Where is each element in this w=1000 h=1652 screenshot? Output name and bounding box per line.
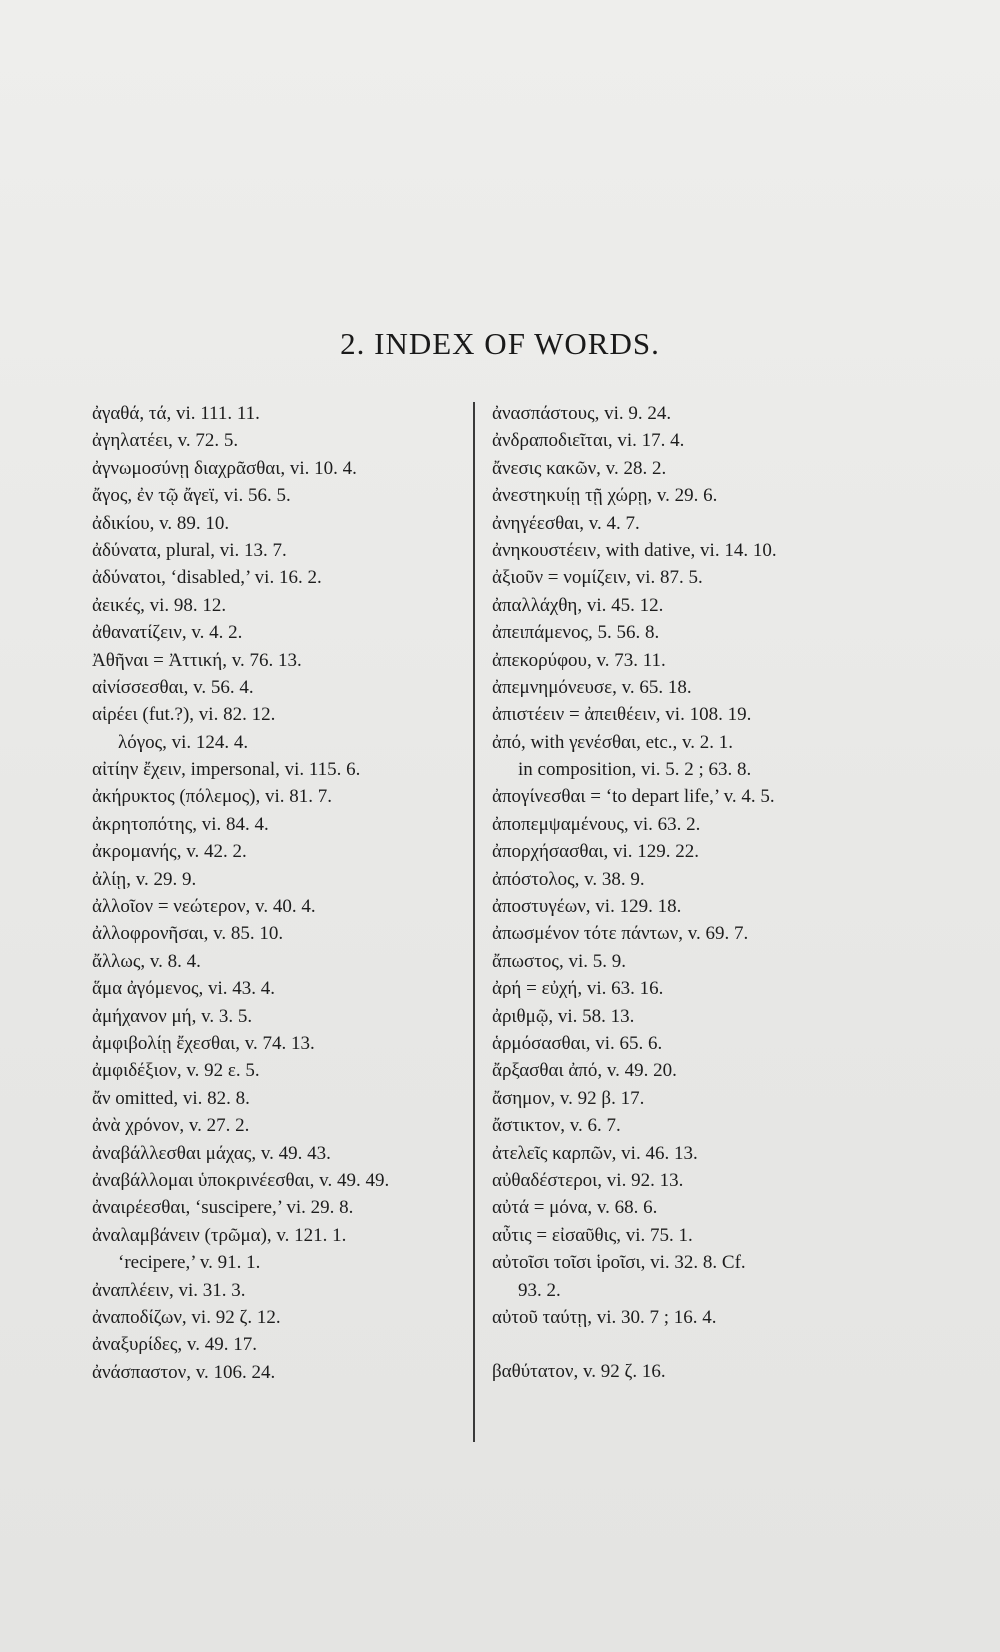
index-entry: ἀνηγέεσθαι, v. 4. 7. — [492, 512, 640, 534]
index-entry: αἰτίην ἔχειν, impersonal, vi. 115. 6. — [92, 759, 361, 781]
index-entry: ἀδικίου, v. 89. 10. — [92, 512, 230, 534]
index-entry: ἀναποδίζων, vi. 92 ζ. 12. — [92, 1306, 281, 1328]
index-entry: ἀναπλέειν, vi. 31. 3. — [92, 1279, 246, 1301]
index-entry: ἁρμόσασθαι, vi. 65. 6. — [492, 1032, 663, 1054]
index-entry: ἀρή = εὐχή, vi. 63. 16. — [492, 978, 664, 1000]
index-entry: ἀμφιδέξιον, v. 92 ε. 5. — [92, 1060, 260, 1082]
index-entry: ἀκρομανής, v. 42. 2. — [92, 841, 247, 863]
index-entry: βαθύτατον, v. 92 ζ. 16. — [492, 1361, 666, 1383]
index-entry: ἀκρητοπότης, vi. 84. 4. — [92, 813, 269, 835]
index-entry: ἀναβάλλεσθαι μάχας, v. 49. 43. — [92, 1142, 331, 1164]
index-entry: ἄσημον, v. 92 β. 17. — [492, 1087, 645, 1109]
index-entry: ἀνάσπαστον, v. 106. 24. — [92, 1361, 276, 1383]
column-divider — [473, 402, 475, 1442]
index-entry: ἄν omitted, vi. 82. 8. — [92, 1087, 250, 1109]
index-entry: ἀποπεμψαμένους, vi. 63. 2. — [492, 813, 701, 835]
index-entry: ἄπωστος, vi. 5. 9. — [492, 950, 626, 972]
index-entry: ἀλλοφρονῆσαι, v. 85. 10. — [92, 923, 284, 945]
index-entry: ἀπειπάμενος, 5. 56. 8. — [492, 622, 660, 644]
index-entry: ἀναβάλλομαι ὑποκρινέεσθαι, v. 49. 49. — [92, 1169, 390, 1191]
index-entry: ἀνασπάστους, vi. 9. 24. — [492, 403, 672, 424]
index-entry: ἅμα ἀγόμενος, vi. 43. 4. — [92, 978, 276, 1000]
index-entry: ἀμφιβολίῃ ἔχεσθαι, v. 74. 13. — [92, 1032, 315, 1054]
index-entry: ἀλλοῖον = νεώτερον, v. 40. 4. — [92, 896, 316, 918]
index-entry: ἀναλαμβάνειν (τρῶμα), v. 121. 1. — [92, 1224, 347, 1246]
index-entry: ἀδύνατοι, ‘disabled,’ vi. 16. 2. — [92, 567, 322, 589]
index-entry: ἀγνωμοσύνῃ διαχρᾶσθαι, vi. 10. 4. — [92, 457, 357, 479]
index-entry: ἀπό, with γενέσθαι, etc., v. 2. 1. — [492, 731, 734, 753]
index-entry: αἰνίσσεσθαι, v. 56. 4. — [92, 676, 254, 698]
index-entry: ἄνεσις κακῶν, v. 28. 2. — [492, 457, 667, 479]
index-entry: ἀμήχανον μή, v. 3. 5. — [92, 1005, 253, 1027]
page-title: 2. INDEX OF WORDS. — [340, 326, 660, 361]
index-entry: ἀπεκορύφου, v. 73. 11. — [492, 649, 666, 671]
index-entry: ἀποστυγέων, vi. 129. 18. — [492, 896, 682, 918]
index-entry: ἀπεμνημόνευσε, v. 65. 18. — [492, 676, 692, 698]
index-entry: αὐθαδέστεροι, vi. 92. 13. — [492, 1169, 684, 1191]
index-entry: ἀπογίνεσθαι = ‘to depart life,’ v. 4. 5. — [492, 786, 775, 808]
index-entry: ἀγηλατέει, v. 72. 5. — [92, 430, 239, 452]
left-column — [92, 400, 512, 1386]
index-entry: ἀριθμῷ, vi. 58. 13. — [492, 1005, 635, 1027]
index-entry: ἀπόστολος, v. 38. 9. — [492, 868, 645, 890]
index-entry: αὐτά = μόνα, v. 68. 6. — [492, 1197, 658, 1219]
index-entry: ἀναιρέεσθαι, ‘suscipere,’ vi. 29. 8. — [92, 1197, 354, 1219]
index-entry: ἀνεστηκυίῃ τῇ χώρῃ, v. 29. 6. — [492, 485, 718, 507]
index-entry: αὐτοῖσι τοῖσι ἱροῖσι, vi. 32. 8. Cf. — [492, 1252, 746, 1274]
index-entry: ἀπιστέειν = ἀπειθέειν, vi. 108. 19. — [492, 704, 752, 726]
index-entry: ἀεικές, vi. 98. 12. — [92, 594, 227, 616]
index-entry: ἀκήρυκτος (πόλεμος), vi. 81. 7. — [92, 786, 333, 808]
index-entry: Ἀθῆναι = Ἀττική, v. 76. 13. — [92, 649, 302, 671]
index-entry: αὐτοῦ ταύτῃ, vi. 30. 7 ; 16. 4. — [492, 1306, 717, 1328]
index-entry: ἀτελεῖς καρπῶν, vi. 46. 13. — [492, 1142, 698, 1164]
index-entry: ἀνηκουστέειν, with dative, vi. 14. 10. — [492, 539, 777, 561]
index-entry: ἀπωσμένον τότε πάντων, v. 69. 7. — [492, 923, 749, 945]
right-column — [492, 400, 912, 1386]
index-entry: ἀθανατίζειν, v. 4. 2. — [92, 622, 243, 644]
index-entry: ἀδύνατα, plural, vi. 13. 7. — [92, 539, 287, 561]
index-entry: αἱρέει (fut.?), vi. 82. 12. — [92, 704, 276, 726]
index-entry: ἄρξασθαι ἀπό, v. 49. 20. — [492, 1060, 677, 1082]
index-entry: ἄλλως, v. 8. 4. — [92, 950, 201, 972]
index-entry: ἀπαλλάχθη, vi. 45. 12. — [492, 594, 664, 616]
index-entry: ἀναξυρίδες, v. 49. 17. — [92, 1334, 257, 1356]
index-subentry: in composition, vi. 5. 2 ; 63. 8. — [518, 759, 752, 781]
index-entry: ἄγος, ἐν τῷ ἄγεϊ, vi. 56. 5. — [92, 485, 291, 507]
index-subentry: ‘recipere,’ v. 91. 1. — [118, 1252, 261, 1274]
index-entry: ἀνδραποδιεῖται, vi. 17. 4. — [492, 430, 685, 452]
index-entry: ἀλίῃ, v. 29. 9. — [92, 868, 197, 890]
index-entry: ἄστικτον, v. 6. 7. — [492, 1115, 621, 1137]
index-entry: αὖτις = εἰσαῦθις, vi. 75. 1. — [492, 1224, 693, 1246]
index-subentry: 93. 2. — [518, 1279, 561, 1301]
index-entry: ἀγαθά, τά, vi. 111. 11. — [92, 403, 260, 424]
index-entry: ἀπορχήσασθαι, vi. 129. 22. — [492, 841, 700, 863]
index-subentry: λόγος, vi. 124. 4. — [118, 731, 249, 753]
index-entry: ἀνὰ χρόνον, v. 27. 2. — [92, 1115, 250, 1137]
index-entry: ἀξιοῦν = νομίζειν, vi. 87. 5. — [492, 567, 703, 589]
